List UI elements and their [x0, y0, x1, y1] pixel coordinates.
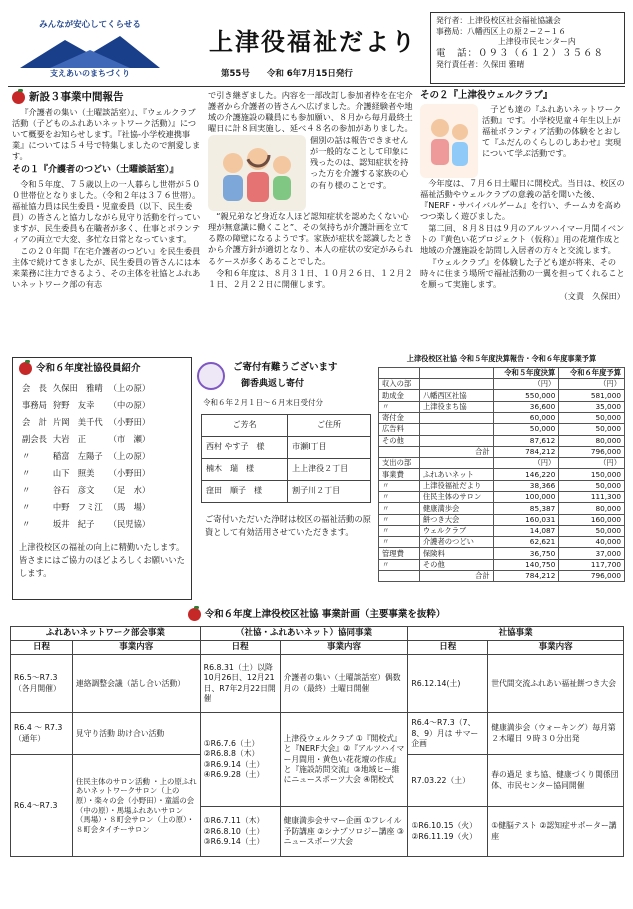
mountain-logo-icon	[10, 32, 170, 72]
donor-row	[202, 481, 371, 503]
budget-cell: 146,220	[493, 469, 559, 480]
apple-icon	[188, 608, 201, 621]
donation-note: ご寄付いただいた浄財は校区の福祉活動の原資として有効活用させていただきます。	[205, 514, 371, 538]
header-divider	[8, 86, 625, 87]
budget-cell	[419, 412, 493, 423]
children-icon	[420, 104, 478, 178]
family-illustration	[208, 135, 306, 211]
officer-row	[19, 448, 153, 465]
budget-cell: ウェルクラブ	[419, 525, 493, 536]
budget-cell: 36,600	[493, 401, 559, 412]
plan-cell: ①R6.7.11（木）②R6.8.10（土）③R6.9.14（土）	[200, 807, 280, 857]
col-header-address: ご住所	[288, 415, 371, 437]
budget-cell: 合計	[419, 446, 493, 457]
article-paragraph: 『介護者の集い（土曜談話室）』、『ウェルクラブ活動（子どものふれあいネットワーク活動）』について概要をお知らせします。『社協-小学校連携事業』については５４号で特集しましたので割愛します。	[12, 107, 201, 162]
children-illustration	[420, 104, 478, 178]
plan-cell: R6.5〜R7.3（各月開催）	[11, 655, 73, 713]
budget-row	[379, 469, 625, 480]
budget-cell: 合計	[419, 571, 493, 582]
budget-cell: 支出の部	[379, 458, 420, 469]
article-paragraph: 個別の話は報告できませんが一般的なことして印象に残ったのは、認知症状を持った方を介護する家族の心の有り様のことです。	[310, 135, 409, 190]
plan-cell: 介護者の集い（土曜談話室）偶数月の（最終）土曜日開催	[280, 655, 408, 713]
budget-cell: 62,621	[493, 537, 559, 548]
officer-area: （上の原）	[108, 382, 151, 393]
budget-cell: 60,000	[493, 412, 559, 423]
officer-name: 中野 フミ江	[52, 501, 103, 512]
article-title: 新設３事業中間報告	[12, 90, 202, 104]
budget-cell: 〃	[379, 480, 420, 491]
officer-role: 〃	[22, 501, 31, 512]
officer-name: 稲富 左陽子	[52, 450, 103, 461]
officer-row	[19, 431, 153, 448]
budget-cell: 収入の部	[379, 379, 420, 390]
officer-area: （足 水）	[108, 484, 151, 495]
budget-cell: 581,000	[559, 390, 625, 401]
article-subtitle: その２『上津役ウェルクラブ』	[420, 90, 553, 101]
budget-row	[379, 525, 625, 536]
budget-cell: 80,000	[559, 435, 625, 446]
publisher-responsible: 発行責任者：久保田 雅晴	[436, 60, 525, 70]
publisher-location: 上津役市民センター内	[498, 37, 576, 47]
officer-name: 山下 照美	[52, 467, 95, 478]
plan-cell: R7.03.22（土）	[408, 755, 488, 807]
budget-cell	[419, 424, 493, 435]
budget-row	[379, 401, 625, 412]
budget-cell: 健康満歩会	[419, 503, 493, 514]
plan-cell: 住民主体のサロン活動 ・上の原ふれあいネットワークサロン（上の原）・楽々の会（小野田）・童謡の会（中の原）・馬場ふれあいサロン（馬場）・８町会サロン（上の原）・８町会タイチーサロン	[72, 755, 200, 857]
plan-col-content: 事業内容	[280, 641, 408, 655]
budget-cell: 八幡西区社協	[419, 390, 493, 401]
budget-cell: 796,000	[559, 446, 625, 457]
plan-table	[10, 626, 624, 857]
donor-row	[202, 437, 371, 459]
donor-addr: 上上津役２丁目	[288, 459, 371, 481]
budget-cell: 85,387	[493, 503, 559, 514]
article-column-1	[12, 90, 202, 352]
budget-cell: ふれあいネット	[419, 469, 493, 480]
officer-role: 会 長	[22, 382, 47, 393]
budget-cell: 広告料	[379, 424, 420, 435]
budget-cell: 100,000	[493, 491, 559, 502]
officer-name: 片岡 美千代	[52, 416, 103, 427]
officer-role: 〃	[22, 450, 31, 461]
article-paragraph: 子ども達の『ふれあいネットワーク活動』です。小学校児童４年生以上が福祉ボランティア活動の体験をとおして『ふだんのくらしのしあわせ』実現について学ぶ活動です。	[482, 103, 622, 159]
apple-icon	[12, 91, 25, 104]
officer-row	[19, 465, 153, 482]
budget-cell: 111,300	[559, 491, 625, 502]
plan-col-content: 事業内容	[488, 641, 624, 655]
officer-role: 副会長	[22, 433, 47, 444]
budget-row	[379, 480, 625, 491]
logo-bottom-text: 支えあいのまちづくり	[50, 69, 130, 79]
budget-row	[379, 379, 625, 390]
plan-cell: 上津役ウェルクラブ ①『開校式』と『NERF大会』②『アルツハイマー月間用・黄色い花花壇の作成』と『施設訪問交流』③地域ヒー維にニュースポーツ大会 ④閉校式	[280, 713, 408, 807]
budget-cell: 50,000	[559, 412, 625, 423]
article-paragraph: 令和５年度、７５歳以上の一人暮らし世帯が５００世帯位となりました。（令和２年は３７６世帯）。福祉協力員は民生委員・児童委員（以下、民生委員）の皆さんと協力しながら見守り活動を行っていますが、民生委員も在職者が多く、仕事とボランティアの両立で大変、多忙な日常となっています。	[12, 178, 201, 244]
article-column-3	[420, 90, 625, 352]
budget-cell: その他	[379, 435, 420, 446]
col-header-name: ご芳名	[202, 415, 288, 437]
budget-cell: 上津役まち協	[419, 401, 493, 412]
budget-cell: 〃	[379, 491, 420, 502]
officer-role: 〃	[22, 518, 31, 529]
plan-cell: 見守り活動 助け合い活動	[72, 713, 200, 755]
budget-cell: 保険料	[419, 548, 493, 559]
article-paragraph: 『ウェルクラブ』を体験した子ども達が将来、その時々に住まう場所で福祉活動の一翼を担ってくれることを願って実施します。	[420, 257, 625, 290]
table-row	[11, 713, 624, 755]
budget-cell: 40,000	[559, 537, 625, 548]
budget-cell: 〃	[379, 514, 420, 525]
budget-cell: 117,700	[559, 559, 625, 570]
budget-cell: 〃	[379, 401, 420, 412]
budget-title: 上津役校区社協 令和５年度決算報告・令和６年度事業予算	[406, 354, 597, 363]
plan-cell: R6.8.31（土）以降 10月26日、12月21日、R7年2月22日開催	[200, 655, 280, 713]
budget-row	[379, 514, 625, 525]
article-paragraph: この２０年間『在宅介護者のつどい』を民生委員主体で続けてきましたが、民生委員の皆さんには本来業務に注力できるよう、その主体を社協とふれあいネットワーク部の有志	[12, 246, 201, 290]
budget-row	[379, 503, 625, 514]
budget-cell: 796,000	[559, 571, 625, 582]
table-row	[11, 655, 624, 713]
plan-col-date: 日程	[408, 641, 488, 655]
donation-icon	[197, 362, 225, 390]
officer-row	[19, 516, 153, 533]
issue-info	[221, 69, 367, 80]
officer-row	[19, 414, 153, 431]
budget-cell: 介護者のつどい	[419, 537, 493, 548]
budget-row	[379, 548, 625, 559]
budget-cell: 784,212	[493, 571, 559, 582]
officer-row	[19, 380, 153, 397]
article-paragraph: で引き継ぎました。内容を一部改訂し参加者枠を在宅介護者から介護者の皆さんへ広げました。介護経験者や地域の介護施設の職員にも参加願い、８月から毎月最終土曜日に計８回実施し、延べ４８名の参加がありました。	[208, 90, 413, 134]
budget-cell	[379, 367, 420, 378]
budget-row	[379, 491, 625, 502]
article-subtitle: その１『介護者のつどい（土曜談話室）』	[12, 165, 179, 176]
apple-icon	[19, 362, 32, 375]
plan-cell: 健康満歩会（ウォーキング）毎月第２木曜日 ９時３０分出発	[488, 713, 624, 755]
budget-cell: （円）	[493, 379, 559, 390]
budget-row	[379, 390, 625, 401]
budget-cell: 35,000	[559, 401, 625, 412]
budget-cell: 87,612	[493, 435, 559, 446]
article-paragraph: 今年度は、７月６日土曜日に開校式。当日は、校区の福祉活動やウェルクラブの意義の話を聞いた後、『NERF・サバイバルゲーム』を行い、チームカを高めつつ楽しく遊びました。	[420, 177, 625, 221]
officer-name: 谷石 彦文	[52, 484, 95, 495]
article-paragraph: 令和６年度は、８月３１日、１０月２６日、１２月２１日、２月２２日に開催します。	[208, 267, 413, 289]
officers-note: 上津役校区の福祉の向上に精勤いたします。皆さまにはご協力のほどよろしくお願いいたします。	[19, 541, 185, 579]
article-paragraph: 第二回、８月８日は９月のアルツハイマー月間イベントの『黄色い花プロジェクト（仮称）』用の花壇作成と地域の介護施設を訪問し入居者の方々と交流します。	[420, 223, 625, 256]
officer-name: 坂井 紀子	[52, 518, 95, 529]
officer-row	[19, 499, 153, 516]
budget-cell: その他	[419, 559, 493, 570]
budget-cell: 寄付金	[379, 412, 420, 423]
officer-row	[19, 397, 153, 414]
donor-name: 楠木 瑞 様	[202, 459, 288, 481]
plan-col-date: 日程	[11, 641, 73, 655]
plan-group-header: （社協・ふれあいネット）協同事業	[200, 627, 408, 641]
plan-cell: R6.4 〜 R7.3（通年）	[11, 713, 73, 755]
donation-period: 令和６年２月１日〜６月末日受付分	[203, 398, 323, 407]
donor-addr: 割子川２丁目	[288, 481, 371, 503]
budget-cell	[419, 367, 493, 378]
donation-table	[201, 414, 371, 503]
budget-cell: 150,000	[559, 469, 625, 480]
plan-cell: R6.4〜R7.3（7、8、9）月は サマー企画	[408, 713, 488, 755]
article-column-2	[208, 90, 413, 352]
budget-row	[379, 537, 625, 548]
budget-cell: 住民主体のサロン	[419, 491, 493, 502]
officer-area: （上の原）	[108, 450, 151, 461]
article-author: （文責 久保田）	[559, 291, 625, 302]
budget-cell: 80,000	[559, 503, 625, 514]
plan-title: 令和６年度上津役校区社協 事業計画（主要事業を抜粋）	[0, 608, 633, 622]
donor-row	[202, 459, 371, 481]
budget-cell: 〃	[379, 525, 420, 536]
publisher-office: 事務局：八幡西区上の原２−２−１６	[436, 26, 567, 36]
budget-cell: 14,087	[493, 525, 559, 536]
budget-cell: 助成金	[379, 390, 420, 401]
officer-name: 大岩 正	[52, 433, 87, 444]
plan-cell: 連絡調整会議（話し合い活動）	[72, 655, 200, 713]
plan-col-content: 事業内容	[72, 641, 200, 655]
article-paragraph: “親兄弟など身近な人ほど認知症状を認めたくない心理が無意識に働くこと”、その気持ちが介護計画を立てる際の障壁になるようです。家族が症状を認識したときから介護方針が適切となり、本人の症状の安定がみられるケースが多くあることでした。	[208, 211, 413, 266]
budget-cell: 50,000	[559, 525, 625, 536]
budget-cell: 令和５年度決算	[493, 367, 559, 378]
issue-date: 令和 6年7月15日発行	[266, 68, 353, 79]
officer-area: （馬 場）	[108, 501, 151, 512]
plan-group-header: ふれあいネットワーク部会事業	[11, 627, 201, 641]
logo-top-text: みんなが安心してくらせる	[39, 20, 141, 30]
officer-role: 〃	[22, 467, 31, 478]
budget-row	[379, 435, 625, 446]
budget-cell: 上津役福祉だより	[419, 480, 493, 491]
plan-cell: ①R6.7.6（土）②R6.8.8（木）③R6.9.14（土）④R6.9.28（土）	[200, 713, 280, 807]
officer-area: （中の原）	[108, 399, 151, 410]
budget-cell: 令和６年度予算	[559, 367, 625, 378]
plan-cell: ①健脳テスト ②認知症サポーター講座	[488, 807, 624, 857]
budget-row	[379, 367, 625, 378]
budget-cell: 50,000	[559, 424, 625, 435]
budget-cell: 50,000	[493, 424, 559, 435]
budget-cell: （円）	[493, 458, 559, 469]
budget-cell: 〃	[379, 537, 420, 548]
publisher-phone: 電 話：０９３（６１２）３５６８	[436, 47, 605, 59]
budget-cell: 〃	[379, 503, 420, 514]
issue-number: 第55号	[221, 68, 250, 79]
masthead-title-block	[203, 18, 423, 82]
budget-row	[379, 412, 625, 423]
budget-cell: 550,000	[493, 390, 559, 401]
budget-section	[378, 352, 625, 604]
budget-row	[379, 559, 625, 570]
budget-cell	[419, 379, 493, 390]
budget-cell: 37,000	[559, 548, 625, 559]
budget-cell: 50,000	[559, 480, 625, 491]
plan-cell: 春の過足 まち協、健康づくり関係団体、市民センター協同開催	[488, 755, 624, 807]
officer-name: 久保田 雅晴	[52, 382, 103, 393]
plan-cell: 健康満歩会サマー企画 ①フレイル予防講座 ②シナプソロジー講座 ③ニュースポーツ大会	[280, 807, 408, 857]
officer-role: 〃	[22, 484, 31, 495]
budget-cell: 事業費	[379, 469, 420, 480]
budget-cell: 784,212	[493, 446, 559, 457]
officer-area: （市 瀬）	[108, 433, 151, 444]
donation-title: ご寄付有難うございます	[233, 362, 338, 374]
publisher-line: 発行者：上津役校区社会福祉協議会	[436, 16, 561, 25]
budget-cell	[379, 446, 420, 457]
officers-title: 令和６年度社協役員紹介	[19, 362, 185, 376]
budget-cell	[419, 458, 493, 469]
budget-cell: 〃	[379, 559, 420, 570]
budget-table	[378, 367, 625, 583]
budget-cell: 160,031	[493, 514, 559, 525]
budget-cell: 36,750	[493, 548, 559, 559]
officer-name: 狩野 友幸	[52, 399, 95, 410]
officer-area: （小野田）	[108, 416, 151, 427]
donor-name: 西村 やす子 様	[202, 437, 288, 459]
budget-row	[379, 424, 625, 435]
budget-row	[379, 571, 625, 582]
donor-addr: 市瀬Ⅰ丁目	[288, 437, 371, 459]
officer-role: 会 計	[22, 416, 47, 427]
officer-area: （小野田）	[108, 467, 151, 478]
plan-cell: R6.12.14(土)	[408, 655, 488, 713]
donor-name: 窪田 順子 様	[202, 481, 288, 503]
officer-role: 事務局	[22, 399, 47, 410]
budget-row	[379, 458, 625, 469]
officers-box	[12, 357, 192, 600]
plan-cell: 世代間交流ふれあい福祉餅つき大会	[488, 655, 624, 713]
donation-subtitle: 御香典返し寄付	[241, 378, 305, 389]
officer-row	[19, 482, 153, 499]
budget-cell: （円）	[559, 458, 625, 469]
budget-cell	[379, 571, 420, 582]
plan-group-header: 社協事業	[408, 627, 624, 641]
budget-cell: 管理費	[379, 548, 420, 559]
officer-area: （民児協）	[108, 518, 151, 529]
budget-row	[379, 446, 625, 457]
budget-cell: 160,000	[559, 514, 625, 525]
budget-cell: 38,366	[493, 480, 559, 491]
plan-cell: ①R6.10.15（火）②R6.11.19（火）	[408, 807, 488, 857]
plan-col-date: 日程	[200, 641, 280, 655]
publisher-box	[430, 12, 625, 84]
budget-cell: 餅つき大会	[419, 514, 493, 525]
officers-table	[19, 380, 153, 533]
budget-cell: （円）	[559, 379, 625, 390]
budget-cell	[419, 435, 493, 446]
people-icon	[208, 135, 306, 211]
plan-cell: R6.4〜R7.3	[11, 755, 73, 857]
donation-section	[197, 352, 375, 600]
budget-cell: 140,750	[493, 559, 559, 570]
page-title: 上津役福祉だより	[209, 28, 417, 56]
logo	[10, 18, 170, 80]
